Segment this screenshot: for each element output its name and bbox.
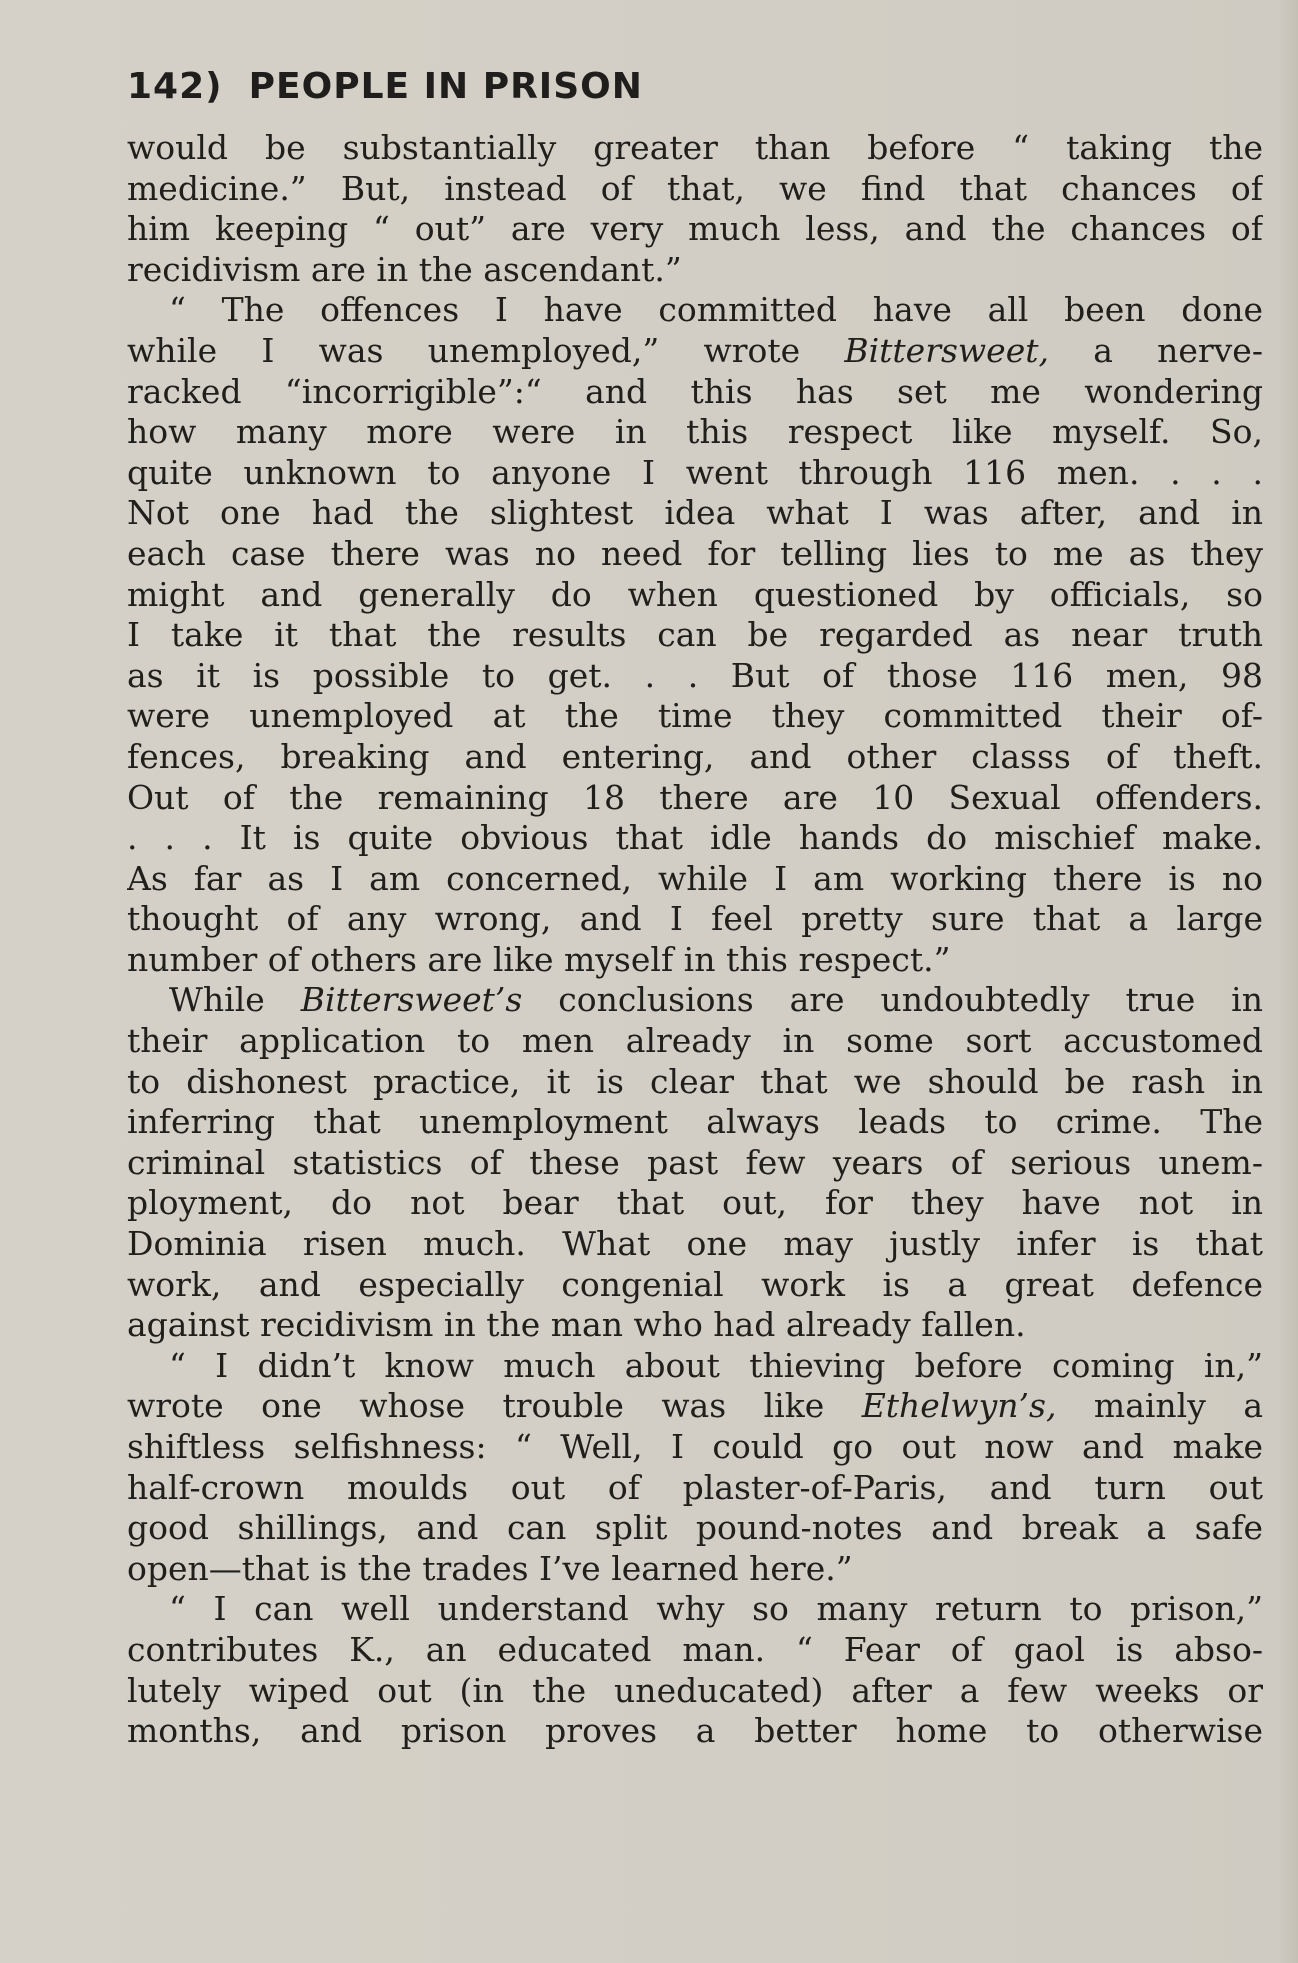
text-line: [127, 696, 1263, 737]
text-segment: wrote one whose trouble was like: [127, 1386, 862, 1426]
text-segment: medicine.” But, instead of that, we find that chances of: [127, 168, 1263, 208]
text-line: [127, 940, 1263, 981]
text-line: [127, 899, 1263, 940]
text-line: [127, 1508, 1263, 1549]
text-segment: good shillings, and can split pound-notes and break a safe: [127, 1508, 1263, 1548]
text-line: [127, 1549, 1263, 1590]
text-segment: ployment, do not bear that out, for they have not in: [127, 1183, 1263, 1223]
text-line: [127, 250, 1263, 291]
text-line: [127, 980, 1263, 1021]
text-segment: how many more were in this respect like myself. So,: [127, 412, 1263, 452]
text-line: [127, 1265, 1263, 1306]
text-line: [127, 493, 1263, 534]
text-segment: as it is possible to get. . . But of those 116 men, 98: [127, 655, 1263, 695]
text-line: [127, 818, 1263, 859]
text-line: [127, 1102, 1263, 1143]
page-number: 142): [127, 66, 223, 107]
text-segment: I take it that the results can be regarded as near truth: [127, 615, 1263, 655]
text-segment: inferring that unemployment always leads to crime. The: [127, 1102, 1263, 1142]
text-line: [127, 1589, 1263, 1630]
text-segment: As far as I am concerned, while I am working there is no: [127, 858, 1263, 898]
text-line: [127, 1346, 1263, 1387]
page-edge: [1280, 0, 1298, 1963]
text-segment: “ I didn’t know much about thieving before coming in,”: [169, 1345, 1263, 1385]
running-head: [127, 66, 643, 107]
text-segment: him keeping “ out” are very much less, and the chances of: [127, 209, 1263, 249]
text-line: [127, 1630, 1263, 1671]
text-segment: quite unknown to anyone I went through 116 men. . . .: [127, 452, 1263, 492]
text-segment: criminal statistics of these past few years of serious unem-: [127, 1142, 1263, 1182]
text-segment: would be substantially greater than before “ taking the: [127, 128, 1263, 167]
text-segment: conclusions are undoubtedly true in: [522, 980, 1263, 1020]
text-line: [127, 209, 1263, 250]
text-line: [127, 1305, 1263, 1346]
text-line: [127, 1427, 1263, 1468]
text-segment: shiftless selfishness: “ Well, I could go out now and make: [127, 1427, 1263, 1466]
book-title: PEOPLE IN PRISON: [248, 66, 643, 107]
text-line: [127, 169, 1263, 210]
text-line: [127, 453, 1263, 494]
text-line: [127, 412, 1263, 453]
text-line: [127, 534, 1263, 575]
text-segment: a nerve-: [1048, 330, 1263, 370]
text-line: [127, 1671, 1263, 1712]
text-line: [127, 656, 1263, 697]
text-segment: recidivism are in the ascendant.”: [127, 249, 682, 289]
text-line: [127, 575, 1263, 616]
text-line: [127, 1062, 1263, 1103]
italic-name: Ethelwyn’s,: [861, 1386, 1057, 1426]
text-segment: were unemployed at the time they committed their of-: [127, 696, 1263, 736]
text-line: [127, 737, 1263, 778]
text-line: [127, 372, 1263, 413]
text-segment: mainly a: [1056, 1386, 1263, 1426]
text-segment: thought of any wrong, and I feel pretty sure that a large: [127, 899, 1263, 939]
text-segment: “ The offences I have committed have all been done: [169, 290, 1263, 330]
italic-name: Bittersweet,: [844, 330, 1049, 370]
text-line: [127, 1143, 1263, 1184]
text-segment: open—that is the trades I’ve learned here.”: [127, 1548, 853, 1588]
text-line: [127, 778, 1263, 819]
text-segment: work, and especially congenial work is a great defence: [127, 1264, 1263, 1304]
text-line: [127, 1021, 1263, 1062]
text-line: [127, 1468, 1263, 1509]
text-segment: their application to men already in some sort accustomed: [127, 1021, 1263, 1061]
text-line: [127, 1386, 1263, 1427]
text-line: [127, 615, 1263, 656]
body-text: [127, 128, 1263, 1752]
text-segment: Not one had the slightest idea what I was after, and in: [127, 493, 1263, 533]
italic-name: Bittersweet’s: [300, 980, 523, 1020]
text-line: [127, 331, 1263, 372]
text-segment: While: [169, 980, 301, 1020]
text-segment: fences, breaking and entering, and other classs of theft.: [127, 736, 1263, 776]
text-segment: each case there was no need for telling lies to me as they: [127, 533, 1263, 573]
text-segment: contributes K., an educated man. “ Fear of gaol is abso-: [127, 1629, 1263, 1669]
text-segment: might and generally do when questioned by officials, so: [127, 574, 1263, 614]
text-segment: racked “incorrigible”:“ and this has set me wondering: [127, 371, 1263, 411]
text-segment: Out of the remaining 18 there are 10 Sexual offenders.: [127, 777, 1263, 817]
text-line: [127, 128, 1263, 169]
text-segment: half-crown moulds out of plaster-of-Paris, and turn out: [127, 1467, 1263, 1507]
text-segment: number of others are like myself in this respect.”: [127, 939, 951, 979]
text-line: [127, 859, 1263, 900]
text-segment: to dishonest practice, it is clear that we should be rash in: [127, 1061, 1263, 1101]
text-segment: months, and prison proves a better home to otherwise: [127, 1711, 1263, 1751]
text-segment: lutely wiped out (in the uneducated) after a few weeks or: [127, 1670, 1263, 1710]
text-segment: “ I can well understand why so many return to prison,”: [169, 1589, 1263, 1629]
text-line: [127, 1224, 1263, 1265]
text-segment: Dominia risen much. What one may justly infer is that: [127, 1224, 1263, 1264]
text-segment: . . . It is quite obvious that idle hands do mischief make.: [127, 818, 1263, 858]
text-line: [127, 1711, 1263, 1752]
text-segment: while I was unemployed,” wrote: [127, 330, 845, 370]
text-line: [127, 1183, 1263, 1224]
text-segment: against recidivism in the man who had already fallen.: [127, 1305, 1026, 1345]
text-line: [127, 290, 1263, 331]
